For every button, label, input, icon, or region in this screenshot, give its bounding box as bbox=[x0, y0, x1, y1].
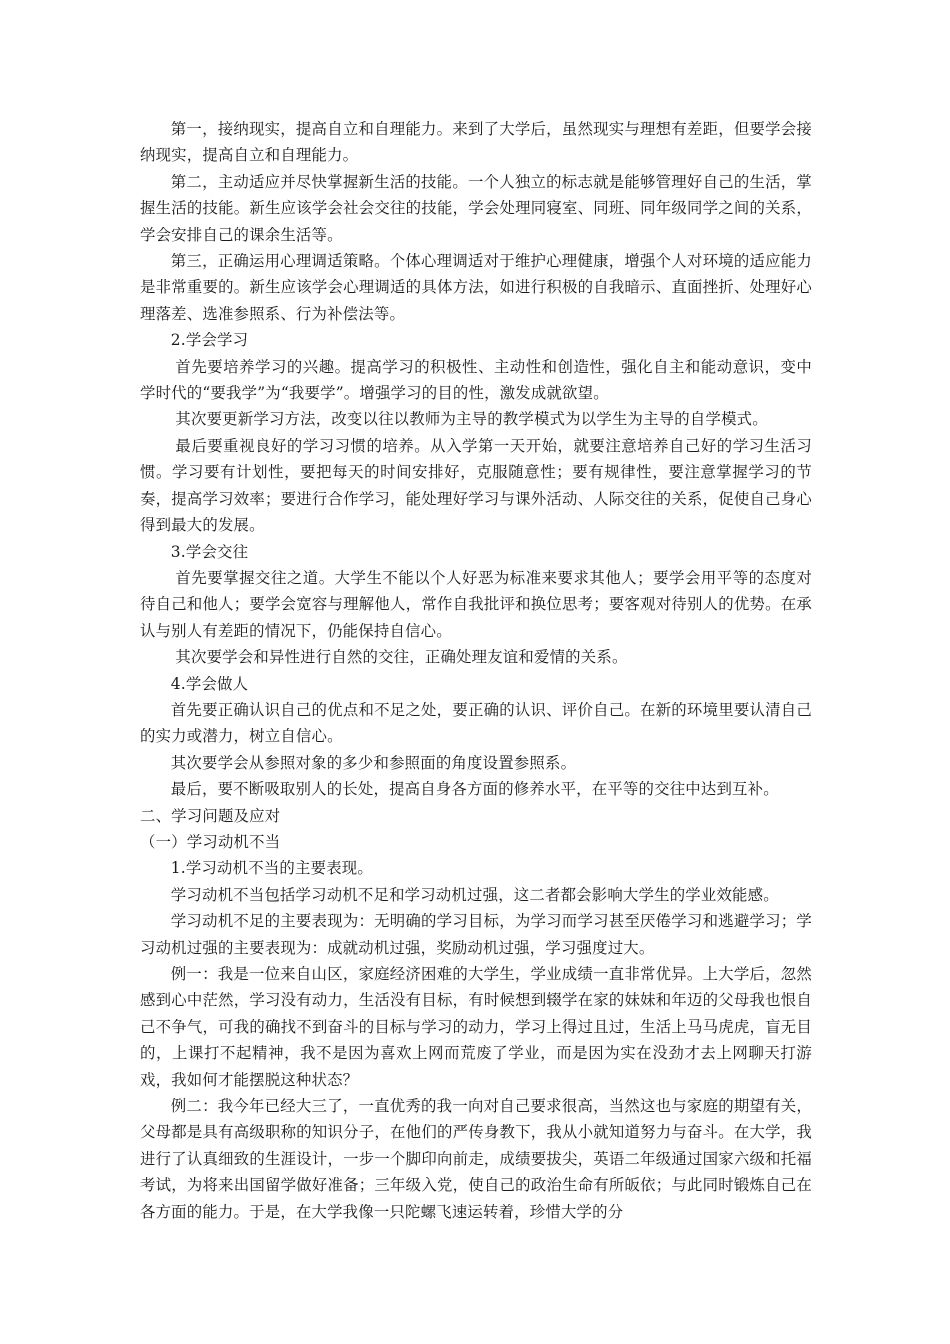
para-conduct-reference: 其次要学会从参照对象的多少和参照面的角度设置参照系。 bbox=[170, 753, 577, 772]
para-example-one: 例一：我是一位来自山区，家庭经济困难的大学生，学业成绩一直非常优异。上大学后，忽然感到心中茫然，学习没有动力，生活没有目标，有时候想到辍学在家的妹妹和年迈的父母我也恨自己不争气，可我的确找不到奋斗的目标与学习的动力，学习上得过且过，生活上马马虎虎，盲无目的，上课打不起精神，我不是因为喜欢上网而荒废了学业，而是因为实在没劲才去上网聊天打游戏，我如何才能摆脱这种状态？ bbox=[140, 965, 812, 1089]
para-social-gender: 其次要学会和异性进行自然的交往，正确处理友谊和爱情的关系。 bbox=[175, 648, 628, 667]
heading-motivation-symptoms: 1.学习动机不当的主要表现。 bbox=[170, 859, 373, 878]
para-adapt-life-skills: 第二，主动适应并尽快掌握新生活的技能。一个人独立的标志就是能够管理好自己的生活，掌握生活的技能。新生应该学会社会交往的技能，学会处理同寝室、同班、同年级同学之间的关系，学会安排自己的课余生活等。 bbox=[140, 172, 812, 244]
para-conduct-self-know: 首先要正确认识自己的优点和不足之处，要正确的认识、评价自己。在新的环境里要认清自己的实力或潜力，树立自信心。 bbox=[140, 700, 812, 746]
para-social-way: 首先要掌握交往之道。大学生不能以个人好恶为标准来要求其他人；要学会用平等的态度对待自己和他人；要学会宽容与理解他人，常作自我批评和换位思考；要客观对待别人的优势。在承认与别人有差距的情况下，仍能保持自信心。 bbox=[140, 568, 812, 640]
para-motivation-symptoms: 学习动机不足的主要表现为：无明确的学习目标，为学习而学习甚至厌倦学习和逃避学习；学习动机过强的主要表现为：成就动机过强，奖励动机过强，学习强度过大。 bbox=[140, 912, 812, 957]
para-study-interest: 首先要培养学习的兴趣。提高学习的积极性、主动性和创造性，强化自主和能动意识，变中学时代的“要我学”为“我要学”。增强学习的目的性，激发成就欲望。 bbox=[140, 357, 812, 403]
para-motivation-definition: 学习动机不当包括学习动机不足和学习动机过强，这二者都会影响大学生的学业效能感。 bbox=[170, 885, 779, 904]
para-adapt-psych-strategy: 第三，正确运用心理调适策略。个体心理调适对于维护心理健康，增强个人对环境的适应能力是非常重要的。新生应该学会心理调适的具体方法，如进行积极的自我暗示、直面挫折、处理好心理落差、选准参照系、行为补偿法等。 bbox=[140, 252, 812, 323]
heading-section-two: 二、学习问题及应对 bbox=[140, 806, 281, 825]
para-example-two: 例二：我今年已经大三了，一直优秀的我一向对自己要求很高，当然这也与家庭的期望有关，父母都是具有高级职称的知识分子，在他们的严传身教下，我从小就知道努力与奋斗。在大学，我进行了认真细致的生涯设计，一步一个脚印向前走，成绩要拔尖，英语二年级通过国家六级和托福考试，为将来出国留学做好准备；三年级入党，使自己的政治生命有所皈依；与此同时锻炼自己在各方面的能力。于是，在大学我像一只陀螺飞速运转着，珍惜大学的分 bbox=[140, 1097, 812, 1221]
heading-learn-social: 3.学会交往 bbox=[170, 542, 249, 561]
para-study-habits: 最后要重视良好的学习习惯的培养。从入学第一天开始，就要注意培养自己好的学习生活习惯。学习要有计划性，要把每天的时间安排好，克服随意性；要有规律性，要注意掌握学习的节奏，提高学习效率；要进行合作学习，能处理好学习与课外活动、人际交往的关系，促使自己身心得到最大的发展。 bbox=[140, 436, 812, 535]
document-page bbox=[140, 116, 812, 1225]
para-adapt-reality: 第一，接纳现实，提高自立和自理能力。来到了大学后，虽然现实与理想有差距，但要学会接纳现实，提高自立和自理能力。 bbox=[140, 120, 812, 165]
para-conduct-learn-others: 最后，要不断吸取别人的长处，提高自身各方面的修养水平，在平等的交往中达到互补。 bbox=[170, 780, 779, 799]
heading-learn-study: 2.学会学习 bbox=[170, 331, 249, 350]
heading-motivation-improper: （一）学习动机不当 bbox=[140, 832, 281, 851]
heading-learn-conduct: 4.学会做人 bbox=[170, 674, 249, 693]
para-study-method: 其次要更新学习方法，改变以往以教师为主导的教学模式为以学生为主导的自学模式。 bbox=[175, 410, 768, 429]
